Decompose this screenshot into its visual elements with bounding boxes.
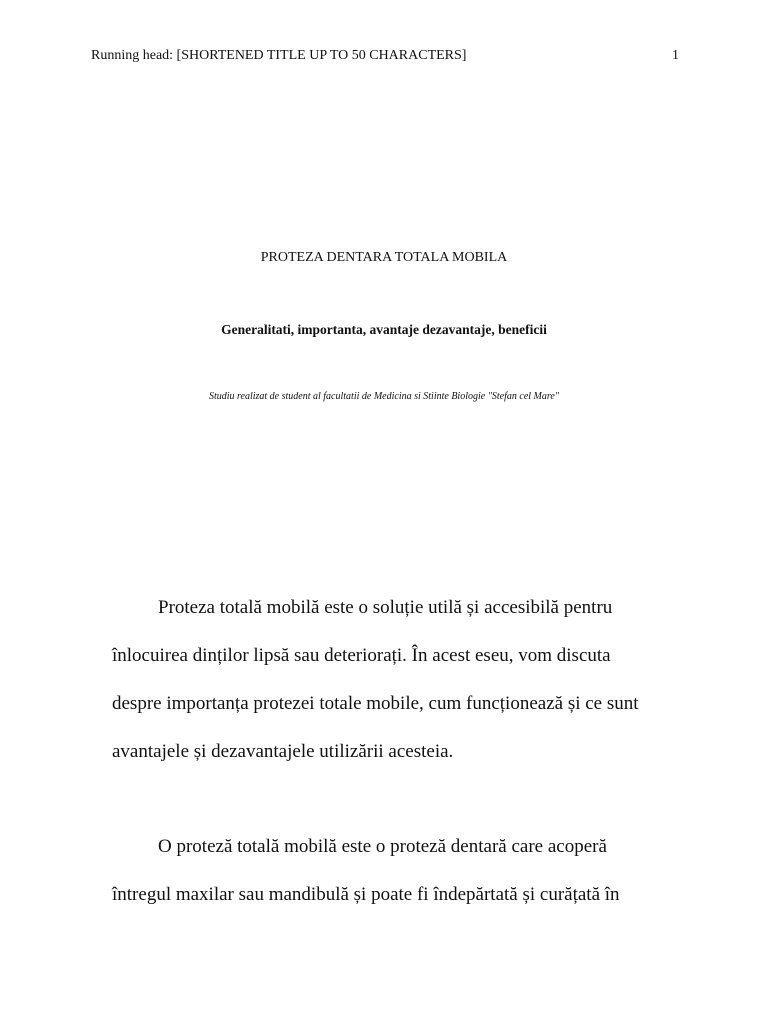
paragraph-line: despre importanța protezei totale mobile, cum funcționează și ce sunt xyxy=(112,693,639,714)
author-affiliation: Studiu realizat de student al facultatii de Medicina si Stiinte Biologie "Stefan cel Mare" xyxy=(208,391,560,402)
paragraph-line: înlocuirea dinților lipsă sau deteriorați. În acest eseu, vom discuta xyxy=(112,645,611,666)
body-paragraph xyxy=(112,823,672,919)
running-head: Running head: [SHORTENED TITLE UP TO 50 CHARACTERS] xyxy=(91,48,467,63)
page-header xyxy=(91,46,679,66)
body-paragraph xyxy=(112,584,672,776)
document-title: PROTEZA DENTARA TOTALA MOBILA xyxy=(260,250,508,265)
page-number: 1 xyxy=(672,48,679,63)
paragraph-line: avantajele și dezavantajele utilizării acesteia. xyxy=(112,741,454,762)
paragraph-line: Proteza totală mobilă este o soluție utilă și accesibilă pentru xyxy=(158,597,613,618)
paragraph-line: O proteză totală mobilă este o proteză dentară care acoperă xyxy=(158,836,607,857)
paragraph-line: întregul maxilar sau mandibulă și poate fi îndepărtată și curățată în xyxy=(112,884,620,905)
document-subtitle: Generalitati, importanta, avantaje dezavantaje, beneficii xyxy=(221,322,547,337)
